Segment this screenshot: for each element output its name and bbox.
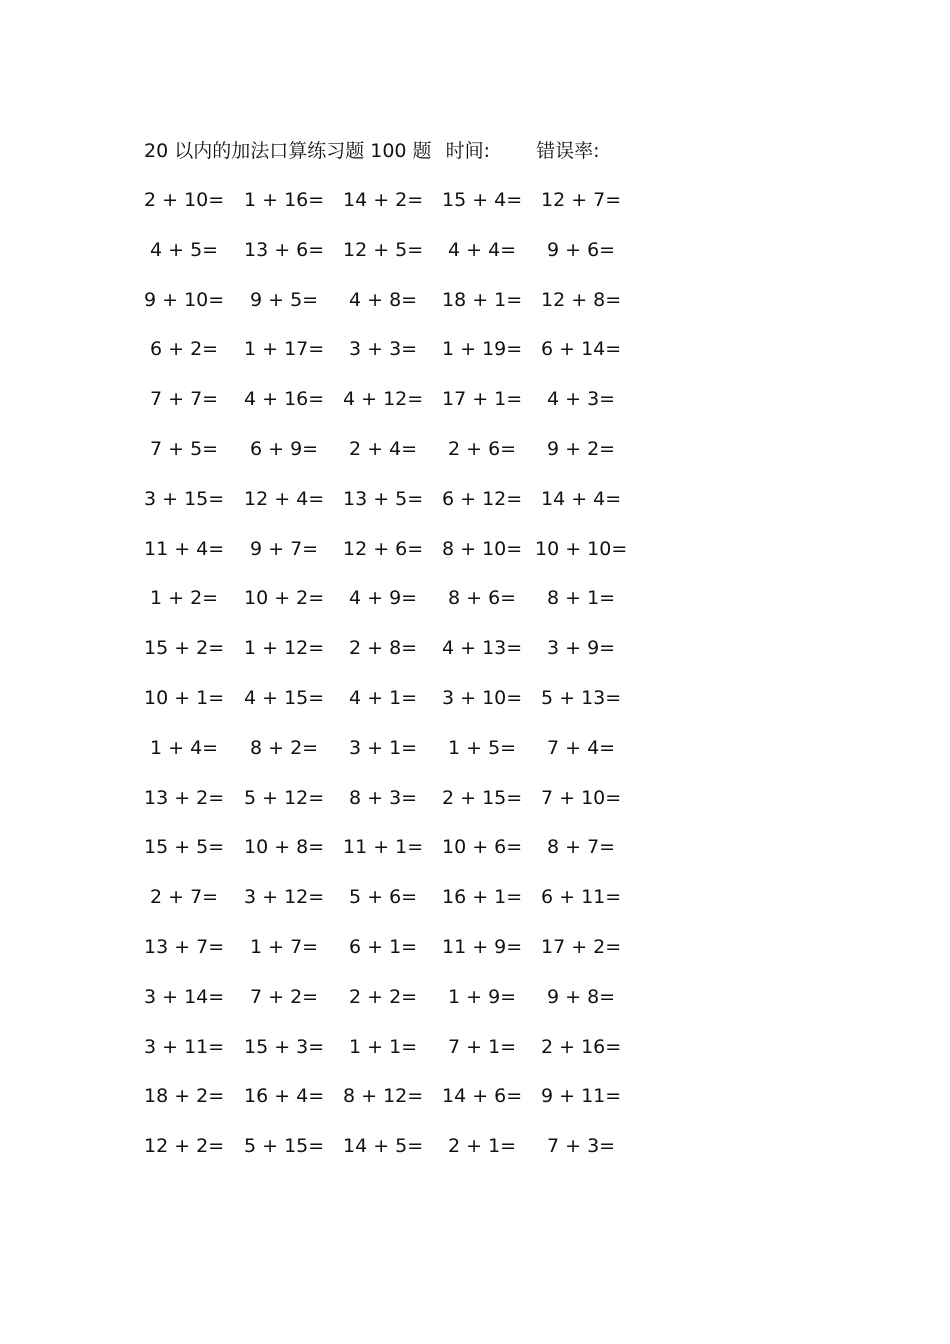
- problem-row: [150, 734, 650, 784]
- problem-item: 7 + 10=: [541, 786, 622, 809]
- problem-item: 13 + 6=: [244, 238, 325, 261]
- problem-item: 11 + 1=: [343, 836, 424, 859]
- problem-item: 4 + 15=: [244, 686, 325, 709]
- problem-item: 7 + 5=: [150, 437, 219, 460]
- problem-item: 11 + 9=: [442, 935, 523, 958]
- problem-item: 12 + 7=: [541, 189, 622, 211]
- problem-row: [150, 335, 650, 385]
- problem-item: 9 + 5=: [250, 288, 319, 311]
- problem-item: 15 + 2=: [144, 637, 225, 660]
- problem-item: 16 + 4=: [244, 1085, 325, 1108]
- problem-item: 8 + 1=: [547, 587, 616, 610]
- problem-item: 2 + 8=: [349, 637, 418, 660]
- problem-item: 14 + 2=: [343, 189, 424, 211]
- problem-item: 7 + 7=: [150, 388, 219, 411]
- problem-item: 3 + 10=: [442, 686, 523, 709]
- problem-item: 8 + 7=: [547, 836, 616, 859]
- problem-item: 2 + 15=: [442, 786, 523, 809]
- problem-item: 6 + 14=: [541, 338, 622, 361]
- problem-item: 12 + 4=: [244, 487, 325, 510]
- problem-item: 7 + 3=: [547, 1135, 616, 1158]
- problem-item: 5 + 12=: [244, 786, 325, 809]
- problem-item: 1 + 4=: [150, 736, 219, 759]
- problem-item: 5 + 15=: [244, 1135, 325, 1158]
- problem-item: 3 + 9=: [547, 637, 616, 660]
- problem-item: 9 + 11=: [541, 1085, 622, 1108]
- problem-item: 14 + 4=: [541, 487, 622, 510]
- problem-row: [144, 933, 650, 983]
- worksheet-title: 20 以内的加法口算练习题 100 题: [144, 140, 432, 162]
- problem-row: [150, 435, 650, 485]
- problem-item: 4 + 1=: [349, 686, 418, 709]
- problem-item: 13 + 7=: [144, 935, 225, 958]
- problem-item: 15 + 3=: [244, 1035, 325, 1058]
- problem-item: 6 + 9=: [250, 437, 319, 460]
- problem-item: 6 + 11=: [541, 886, 622, 909]
- problem-item: 4 + 12=: [343, 388, 424, 411]
- problem-item: 7 + 4=: [547, 736, 616, 759]
- problem-item: 3 + 11=: [144, 1035, 225, 1058]
- problem-item: 4 + 8=: [349, 288, 418, 311]
- problem-item: 6 + 12=: [442, 487, 523, 510]
- problem-item: 5 + 13=: [541, 686, 622, 709]
- problem-item: 4 + 4=: [448, 238, 517, 261]
- problem-item: 3 + 1=: [349, 736, 418, 759]
- problem-row: [150, 236, 650, 286]
- problem-row: [144, 1082, 650, 1132]
- problem-item: 8 + 2=: [250, 736, 319, 759]
- problem-row: [144, 186, 650, 236]
- problem-item: 2 + 1=: [448, 1135, 517, 1158]
- problem-item: 6 + 1=: [349, 935, 418, 958]
- problem-item: 1 + 9=: [448, 985, 517, 1008]
- problem-item: 9 + 10=: [144, 288, 225, 311]
- problem-item: 9 + 8=: [547, 985, 616, 1008]
- problem-row: [144, 535, 650, 585]
- problem-item: 12 + 5=: [343, 238, 424, 261]
- problem-item: 10 + 1=: [144, 686, 225, 709]
- problem-item: 2 + 6=: [448, 437, 517, 460]
- problem-item: 3 + 15=: [144, 487, 225, 510]
- problem-item: 3 + 12=: [244, 886, 325, 909]
- problem-item: 15 + 5=: [144, 836, 225, 859]
- problem-item: 4 + 9=: [349, 587, 418, 610]
- problem-row: [144, 833, 650, 883]
- problem-item: 17 + 1=: [442, 388, 523, 411]
- problem-row: [144, 286, 650, 336]
- problem-item: 1 + 7=: [250, 935, 319, 958]
- problem-item: 1 + 5=: [448, 736, 517, 759]
- problem-item: 6 + 2=: [150, 338, 219, 361]
- problem-item: 8 + 10=: [442, 537, 523, 560]
- problem-item: 7 + 2=: [250, 985, 319, 1008]
- problem-row: [144, 684, 650, 734]
- problem-item: 3 + 3=: [349, 338, 418, 361]
- problem-row: [150, 883, 650, 933]
- problem-item: 14 + 5=: [343, 1135, 424, 1158]
- problem-item: 8 + 6=: [448, 587, 517, 610]
- problem-item: 11 + 4=: [144, 537, 225, 560]
- problem-item: 4 + 13=: [442, 637, 523, 660]
- problem-item: 10 + 6=: [442, 836, 523, 859]
- problem-item: 10 + 8=: [244, 836, 325, 859]
- problem-item: 1 + 17=: [244, 338, 325, 361]
- problem-item: 4 + 3=: [547, 388, 616, 411]
- problem-item: 3 + 14=: [144, 985, 225, 1008]
- problem-item: 1 + 19=: [442, 338, 523, 361]
- time-label: 时间:: [445, 140, 491, 162]
- problem-row: [144, 485, 650, 535]
- problem-item: 5 + 6=: [349, 886, 418, 909]
- problem-item: 8 + 3=: [349, 786, 418, 809]
- problem-item: 2 + 7=: [150, 886, 219, 909]
- problem-item: 1 + 12=: [244, 637, 325, 660]
- problem-item: 12 + 2=: [144, 1135, 225, 1158]
- problem-item: 13 + 2=: [144, 786, 225, 809]
- problem-item: 10 + 10=: [535, 537, 628, 560]
- problem-item: 4 + 5=: [150, 238, 219, 261]
- problem-row: [150, 584, 650, 634]
- problem-row: [150, 385, 650, 435]
- problem-row: [144, 634, 650, 684]
- problem-item: 2 + 16=: [541, 1035, 622, 1058]
- problem-row: [144, 1033, 650, 1083]
- problem-item: 12 + 6=: [343, 537, 424, 560]
- problem-row: [144, 983, 650, 1033]
- problem-item: 7 + 1=: [448, 1035, 517, 1058]
- problem-row: [144, 784, 650, 834]
- problem-item: 1 + 16=: [244, 189, 325, 211]
- problem-item: 16 + 1=: [442, 886, 523, 909]
- problem-item: 14 + 6=: [442, 1085, 523, 1108]
- problem-item: 13 + 5=: [343, 487, 424, 510]
- problem-item: 9 + 7=: [250, 537, 319, 560]
- problem-item: 1 + 2=: [150, 587, 219, 610]
- problem-item: 12 + 8=: [541, 288, 622, 311]
- problem-item: 2 + 10=: [144, 189, 225, 211]
- problem-item: 8 + 12=: [343, 1085, 424, 1108]
- problem-row: [144, 1132, 650, 1182]
- problem-grid: [144, 186, 650, 1182]
- problem-item: 4 + 16=: [244, 388, 325, 411]
- problem-item: 9 + 6=: [547, 238, 616, 261]
- error-rate-label: 错误率:: [536, 140, 600, 162]
- problem-item: 2 + 4=: [349, 437, 418, 460]
- problem-item: 17 + 2=: [541, 935, 622, 958]
- worksheet-header: [144, 137, 599, 165]
- problem-item: 9 + 2=: [547, 437, 616, 460]
- problem-item: 10 + 2=: [244, 587, 325, 610]
- problem-item: 1 + 1=: [349, 1035, 418, 1058]
- problem-item: 2 + 2=: [349, 985, 418, 1008]
- problem-item: 18 + 2=: [144, 1085, 225, 1108]
- problem-item: 15 + 4=: [442, 189, 523, 211]
- problem-item: 18 + 1=: [442, 288, 523, 311]
